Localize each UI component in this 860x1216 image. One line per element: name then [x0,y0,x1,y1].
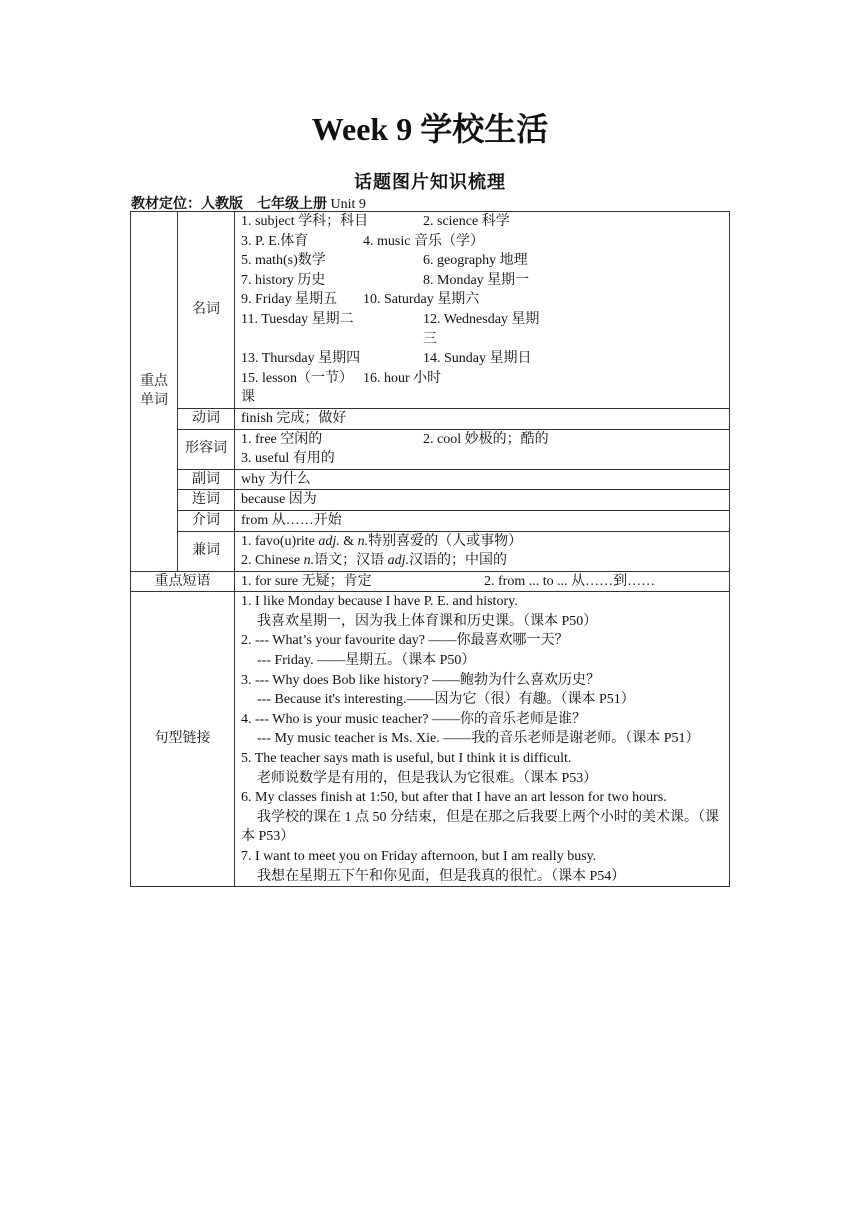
adjective-item: 1. free 空闲的 [241,431,323,447]
nouns-label: 名词 [178,212,235,409]
sentence-line: 7. I want to meet you on Friday afternoon, but I am really busy. [241,849,597,864]
multi-text: & [339,533,358,549]
noun-item: 12. Wednesday 星期三 [423,311,540,347]
sentence-line: 5. The teacher says math is useful, but I think it is difficult. [241,751,572,767]
noun-item: 14. Sunday 星期日 [423,351,532,367]
sentences-cell [235,592,730,887]
textbook-unit: Unit 9 [330,197,366,212]
noun-item: 4. music 音乐（学） [363,233,484,249]
prepositions-row [131,510,730,531]
prepositions-label: 介词 [178,510,235,531]
nouns-list [241,212,723,408]
sentence-translation: 老师说数学是有用的，但是我认为它很难。（课本 P53） [257,770,598,786]
multi-class-label: 兼词 [178,531,235,571]
sentence-line: 6. My classes finish at 1:50, but after that I have an art lesson for two hours. [241,790,667,806]
pos-abbrev: adj. [318,533,340,549]
multi-class-line [241,532,723,552]
phrase-item: 1. for sure 无疑；肯定 [241,573,372,589]
adjectives-row [131,429,730,469]
adverbs-cell: why 为什么 [235,469,730,490]
phrases-cell [235,571,730,592]
noun-item: 16. hour 小时 [363,370,442,386]
conjunctions-label: 连词 [178,490,235,511]
adjectives-cell [235,429,730,469]
noun-item: 8. Monday 星期一 [423,272,530,288]
conjunctions-row [131,490,730,511]
multi-text: 语文；汉语 [314,553,388,569]
phrases-label: 重点短语 [131,571,235,592]
phrases-list [241,572,723,592]
prepositions-cell: from 从……开始 [235,510,730,531]
sentences-row [131,592,730,887]
multi-text: 2. Chinese [241,553,304,569]
multi-class-row [131,531,730,571]
verbs-row [131,408,730,429]
multi-class-line [241,551,723,571]
adjective-item: 2. cool 妙极的；酷的 [423,431,549,447]
multi-text: 特别喜爱的（人或事物） [368,533,523,549]
multi-class-cell [235,531,730,571]
noun-item: 2. science 科学 [423,214,510,229]
vocab-category-cell: 重点单词 [131,212,178,572]
sentence-translation: 我喜欢星期一，因为我上体育课和历史课。（课本 P50） [257,613,598,629]
noun-item: 15. lesson（一节）课 [241,370,353,406]
noun-item: 13. Thursday 星期四 [241,351,361,367]
page-title: Week 9 学校生活 [311,111,549,147]
noun-item: 10. Saturday 星期六 [363,292,480,308]
sentence-line: 4. --- Who is your music teacher? ——你的音乐老师是谁？ [241,711,587,727]
pos-abbrev: n. [357,533,369,549]
adverbs-label: 副词 [178,469,235,490]
noun-item: 6. geography 地理 [423,253,528,269]
sentence-translation: 我学校的课在 1 点 50 分结束，但是在那之后我要上两个小时的美术课。（课本 P53） [241,809,719,845]
sentence-translation: --- Friday. ——星期五。（课本 P50） [257,653,476,669]
phrases-row [131,571,730,592]
textbook-position [131,193,366,213]
pos-abbrev: n. [303,553,315,569]
nouns-cell [235,212,730,409]
pos-abbrev: adj. [387,553,409,569]
adjective-item: 3. useful 有用的 [241,451,335,467]
conjunctions-cell: because 因为 [235,490,730,511]
noun-item: 7. history 历史 [241,272,326,288]
noun-item: 11. Tuesday 星期二 [241,311,354,327]
adjectives-label: 形容词 [178,429,235,469]
noun-item: 5. math(s)数学 [241,253,326,269]
adjectives-list [241,430,723,469]
sentence-line: 3. --- Why does Bob like history? ——鲍勃为什么喜欢历史？ [241,672,601,688]
sentence-translation: --- My music teacher is Ms. Xie. ——我的音乐老师是谢老师。（课本 P51） [257,731,700,747]
verbs-cell: finish 完成；做好 [235,408,730,429]
sentence-line: 2. --- What’s your favourite day? ——你最喜欢哪一天？ [241,633,569,649]
section-subtitle: 话题图片知识梳理 [354,172,506,192]
multi-text: 1. favo(u)rite [241,533,319,549]
noun-item: 9. Friday 星期五 [241,292,338,308]
sentences-label: 句型链接 [131,592,235,887]
verbs-label: 动词 [178,408,235,429]
sentence-line: 1. I like Monday because I have P. E. and history. [241,594,518,610]
sentence-translation: --- Because it's interesting.——因为它（很）有趣。（课本 P51） [257,692,635,708]
nouns-row [131,212,730,409]
multi-text: 汉语的；中国的 [409,553,507,569]
knowledge-table [130,211,730,887]
adverbs-row [131,469,730,490]
sentence-translation: 我想在星期五下午和你见面，但是我真的很忙。（课本 P54） [257,868,626,884]
textbook-position-label: 教材定位：人教版 七年级上册 [131,197,327,212]
phrase-item: 2. from ... to ... 从……到…… [484,573,656,589]
noun-item: 1. subject 学科；科目 [241,214,369,229]
noun-item: 3. P. E.体育 [241,233,309,249]
